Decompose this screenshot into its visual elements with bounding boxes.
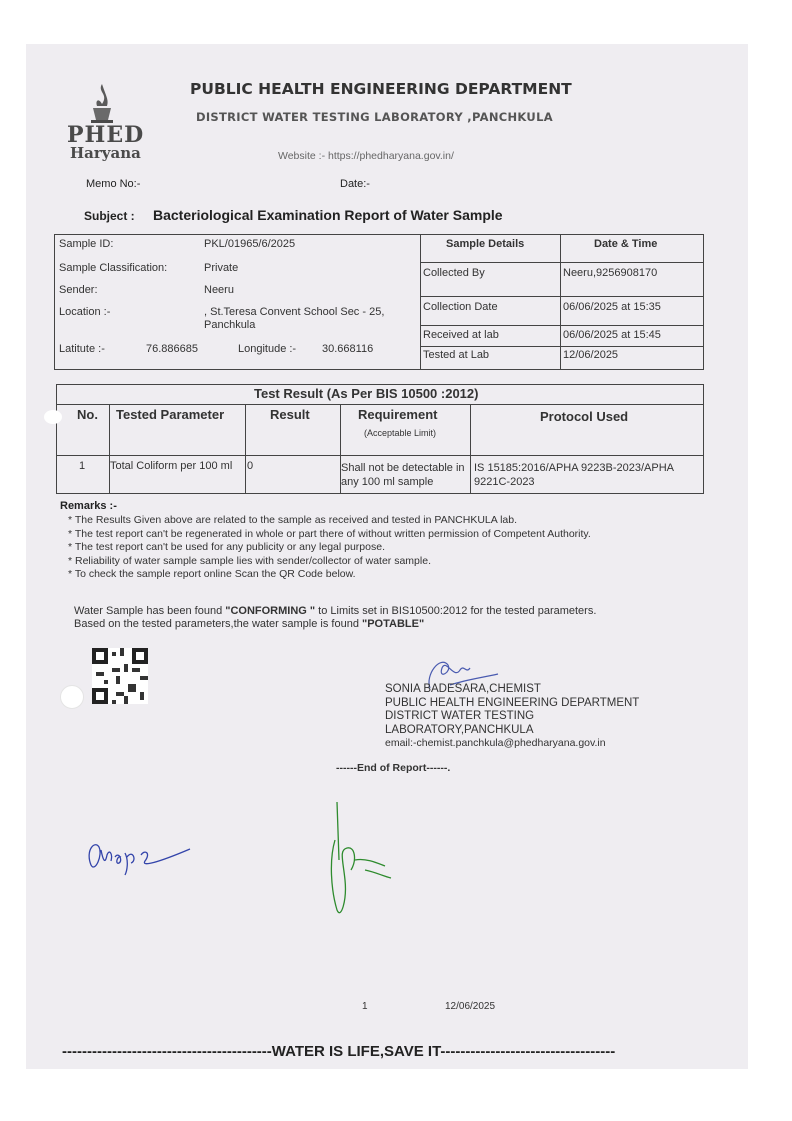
row-requirement: Shall not be detectable in any 100 ml sample (341, 462, 465, 488)
sample-details-header: Sample Details (446, 238, 525, 250)
remarks-heading: Remarks :- (60, 500, 117, 512)
col-protocol: Protocol Used (540, 409, 629, 424)
received-label: Received at lab (423, 329, 499, 341)
collection-date-value: 06/06/2025 at 15:35 (563, 301, 661, 313)
conforming-word: "CONFORMING " (225, 605, 316, 617)
logo-phed-text: PHED (67, 122, 145, 148)
chemist-lab-location: LABORATORY,PANCHKULA (385, 723, 534, 736)
col-tested-parameter: Tested Parameter (116, 407, 225, 422)
footer-date: 12/06/2025 (445, 1001, 496, 1012)
tested-value: 12/06/2025 (563, 349, 619, 361)
conclusion-line1-a: Water Sample has been found (74, 605, 226, 617)
location-value: , St.Teresa Convent School Sec - 25, Panchkula (204, 306, 385, 331)
tested-label: Tested at Lab (423, 349, 490, 361)
potable-word: "POTABLE" (362, 618, 425, 630)
handwritten-signature-blue (85, 835, 195, 880)
col-requirement: Requirement (358, 407, 438, 422)
location-label: Location :- (59, 306, 111, 318)
col-result: Result (270, 407, 310, 422)
row-result: 0 (247, 460, 254, 472)
phed-logo-flame-icon (87, 82, 117, 124)
chemist-dept: PUBLIC HEALTH ENGINEERING DEPARTMENT (385, 696, 640, 709)
latitude-value: 76.886685 (146, 343, 198, 355)
chemist-name: SONIA BADESARA,CHEMIST (385, 683, 541, 695)
row-no: 1 (79, 460, 86, 472)
received-value: 06/06/2025 at 15:45 (563, 329, 661, 341)
chemist-lab: DISTRICT WATER TESTING (385, 710, 535, 722)
remark-item: * Reliability of water sample sample lies with sender/collector of water sample. (68, 554, 431, 567)
remarks-list (68, 514, 591, 582)
memo-no: Memo No:- (86, 178, 141, 190)
subject-label: Subject : (84, 209, 135, 223)
remark-item: * To check the sample report online Scan the QR Code below. (68, 568, 356, 580)
sender-label: Sender: (59, 284, 98, 296)
test-result-title: Test Result (As Per BIS 10500 :2012) (254, 386, 479, 401)
collected-by-value: Neeru,9256908170 (563, 267, 658, 279)
classification-label: Sample Classification: (59, 262, 168, 274)
sender-value: Neeru (204, 284, 234, 296)
conclusion-line1-c: to Limits set in BIS10500:2012 for the tested parameters. (315, 605, 597, 617)
chemist-block (385, 683, 639, 751)
punch-mark (44, 410, 62, 424)
sample-id-label: Sample ID: (59, 238, 114, 250)
latitude-label: Latitute :- (59, 343, 105, 355)
qr-code-icon[interactable] (92, 648, 148, 704)
collection-date-label: Collection Date (423, 301, 498, 313)
date-time-header: Date & Time (594, 238, 658, 250)
longitude-label: Longitude :- (238, 343, 297, 355)
chemist-email[interactable]: email:-chemist.panchkula@phedharyana.gov.in (385, 737, 606, 749)
col-no: No. (77, 407, 98, 422)
longitude-value: 30.668116 (322, 343, 374, 355)
sample-id-value: PKL/01965/6/2025 (204, 238, 296, 250)
col-requirement-sub: (Acceptable Limit) (364, 428, 437, 438)
logo-haryana-text: Haryana (70, 144, 141, 162)
conclusion-line2-a: Based on the tested parameters,the water sample is found (74, 618, 362, 630)
handwritten-signature-green (325, 800, 405, 925)
conclusion-text (74, 605, 596, 631)
page-number: 1 (362, 1001, 368, 1012)
remark-item: * The Results Given above are related to the sample as received and tested in PANCHKULA lab. (68, 514, 518, 526)
end-of-report: ------End of Report------. (336, 762, 451, 774)
remark-item: * The test report can't be used for any publicity or any legal purpose. (68, 541, 385, 553)
row-parameter: Total Coliform per 100 ml (110, 460, 233, 472)
laboratory-title: DISTRICT WATER TESTING LABORATORY ,PANCHKULA (196, 110, 553, 124)
collected-by-label: Collected By (423, 267, 485, 279)
subject-title: Bacteriological Examination Report of Water Sample (153, 207, 503, 223)
punch-hole (60, 685, 84, 709)
remark-item: * The test report can't be regenerated in whole or part there of without written permission of Competent Authority. (68, 527, 591, 540)
row-protocol: IS 15185:2016/APHA 9223B-2023/APHA 9221C-2023 (474, 462, 674, 488)
date-field: Date:- (340, 178, 370, 190)
classification-value: Private (204, 262, 239, 274)
website-line: Website :- https://phedharyana.gov.in/ (278, 150, 454, 162)
department-title: PUBLIC HEALTH ENGINEERING DEPARTMENT (190, 80, 572, 98)
footer-slogan: ------------------------------------------WATER IS LIFE,SAVE IT----------------------------------- (62, 1043, 616, 1060)
